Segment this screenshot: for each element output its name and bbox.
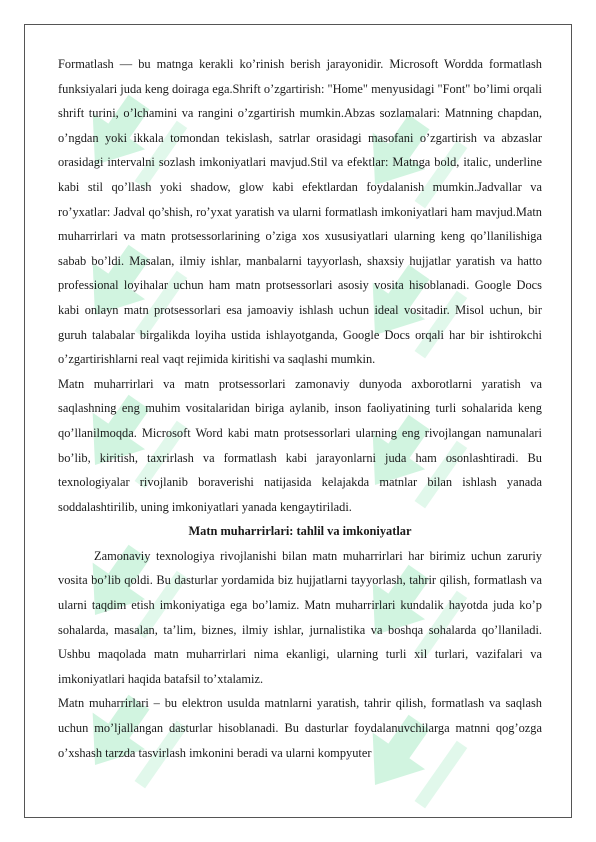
paragraph-summary: Matn muharrirlari va matn protsessorlari zamonaviy dunyoda axborotlarni yaratish va saqlashning eng muhim vositalaridan biriga aylanib, inson faoliyatining turli sohalarida keng qo’llanilmoqda. Microsoft Word kabi matn protsessorlari ularning eng rivojlangan namunalari bo’lib, kiritish, taxrirlash va formatlash kabi jarayonlarni juda ham osonlashtiradi. Bu texnologiyalar rivojlanib boraverishi natijasida kelajakda matnlar bilan ishlash yanada soddalashtirilib, uning imkoniyatlari yanada kengaytiriladi. [58,376,542,514]
document-body [58,52,542,765]
page-border [24,24,572,818]
paragraph-definition: Matn muharrirlari – bu elektron usulda matnlarni yaratish, tahrir qilish, formatlash va saqlash uchun mo’ljallangan dasturlar hisoblanadi. Bu dasturlar foydalanuvchilarga matnni qog’ozga o’xshash tarzda tasvirlash imkonini beradi va ularni kompyuter [58,696,542,760]
paragraph-formatting: Formatlash — bu matnga kerakli ko’rinish berish jarayonidir. Microsoft Wordda formatlash funksiyalari juda keng doiraga ega.Shrift o’zgartirish: "Home" menyusidagi "Font" bo’limi orqali shrift turini, o’lchamini va rangini o’zgartirish mumkin.Abzas sozlamalari: Matnning chapdan, o’ngdan yoki ikkala tomondan tekislash, satrlar orasidagi masofani o’zgartirish va abzaslar orasidagi intervalni sozlash imkoniyatlari mavjud.Stil va efektlar: Matnga bold, italic, underline kabi stil qo’llash yoki shadow, glow kabi efektlardan foydalanish mumkin.Jadvallar va ro’yxatlar: Jadval qo’shish, ro’yxat yaratish va ularni formatlash imkoniyatlari ham mavjud.Matn muharrirlari va matn protsessorlarining o’ziga xos xususiyatlari ularning keng qo’llanilishiga sabab bo’ldi. Masalan, ilmiy ishlar, manbalarni tayyorlash, shaxsiy hujjatlar yaratish va hatto professional loyihalar uchun ham matn protsessorlari asosiy vosita hisoblanadi. Google Docs kabi onlayn matn protsessorlari esa jamoaviy ishlash uchun ideal vositadir. Misol uchun, bir guruh talabalar birgalikda loyiha ustida ishlayotganda, Google Docs orqali har bir ishtirokchi o’zgartirishlarni real vaqt rejimida kiritishi va saqlashi mumkin. [58,57,542,367]
section-heading: Matn muharrirlari: tahlil va imkoniyatlar [188,524,412,539]
paragraph-intro: Zamonaviy texnologiya rivojlanishi bilan matn muharrirlari har birimiz uchun zaruriy vosita bo’lib qoldi. Bu dasturlar yordamida biz hujjatlarni tayyorlash, tahrir qilish, formatlash va ularni taqdim etish imkoniyatiga ega bo’lamiz. Matn muharrirlari kundalik hayotda juda ko’p sohalarda, masalan, ta’lim, biznes, ilmiy ishlar, jurnalistika va boshqa sohalarda qo’llaniladi. Ushbu maqolada matn muharrirlari nima ekanligi, ularning turli xil turlari, vazifalari va imkoniyatlari haqida batafsil to’xtalamiz. [58,548,542,686]
